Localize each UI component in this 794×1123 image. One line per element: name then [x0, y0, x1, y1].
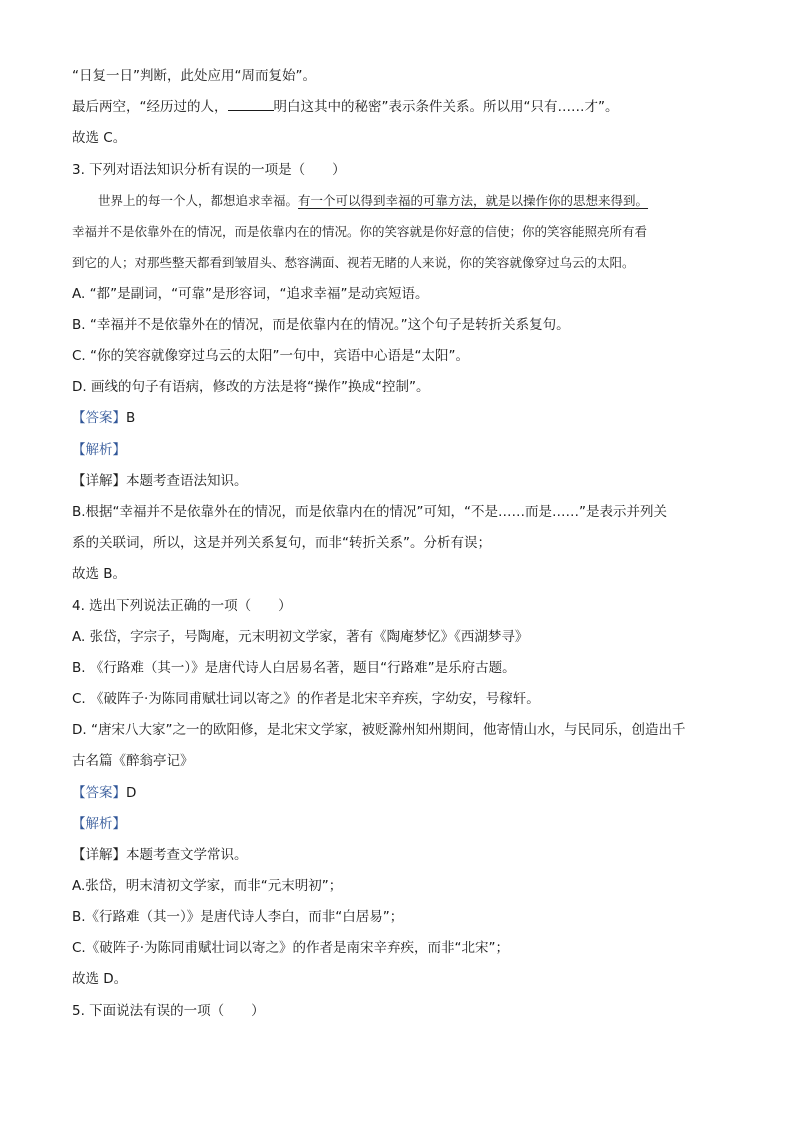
- q4-conclusion: 故选 D。: [72, 971, 128, 987]
- q2-conclusion: 故选 C。: [72, 130, 127, 146]
- q3-explanation-line: 系的关联词，所以，这是并列关系复句，而非“转折关系”。分析有误；: [72, 535, 491, 551]
- q3-stem: 3. 下列对语法知识分析有误的一项是（ ）: [72, 162, 346, 178]
- q2-text: 最后两空，“经历过的人，: [72, 99, 228, 115]
- q4-answer: [72, 783, 730, 803]
- underlined-sentence: 有一个可以得到幸福的可靠方法，就是以操作你的思想来得到。: [298, 193, 649, 208]
- q4-option-d: D. “唐宋八大家”之一的欧阳修，是北宋文学家，被贬滁州知州期间，他寄情山水，与民同乐，创造出千: [72, 722, 686, 738]
- q3-passage-line: 幸福并不是依靠外在的情况，而是依靠内在的情况。你的笑容就是你好意的信使；你的笑容能照亮所有看: [72, 224, 648, 239]
- q3-conclusion: 故选 B。: [72, 566, 127, 582]
- q3-analysis-heading: [72, 440, 730, 460]
- q4-explanation-c: C.《破阵子·为陈同甫赋壮词以寄之》的作者是南宋辛弃疾，而非“北宋”；: [72, 940, 509, 956]
- passage-text: 世界上的每一个人，都想追求幸福。: [98, 193, 299, 208]
- q3-option-b: B. “幸福并不是依靠外在的情况，而是依靠内在的情况。”这个句子是转折关系复句。: [72, 317, 570, 333]
- q3-passage-line: 到它的人；对那些整天都看到皱眉头、愁容满面、视若无睹的人来说，你的笑容就像穿过乌云的太阳。: [72, 255, 635, 270]
- q3-answer: [72, 408, 730, 428]
- q4-option-a: A. 张岱，字宗子，号陶庵，元末明初文学家，著有《陶庵梦忆》《西湖梦寻》: [72, 629, 529, 645]
- q3-option-c: C. “你的笑容就像穿过乌云的太阳”一句中，宾语中心语是“太阳”。: [72, 348, 469, 364]
- q3-option-a: A. “都”是副词，“可靠”是形容词，“追求幸福”是动宾短语。: [72, 286, 429, 302]
- detail-tag: 【详解】: [72, 473, 126, 489]
- q2-analysis-line: [72, 97, 730, 117]
- detail-tag: 【详解】: [72, 847, 126, 863]
- q4-stem: 4. 选出下列说法正确的一项（ ）: [72, 598, 292, 614]
- answer-value: B: [126, 410, 136, 426]
- analysis-tag: 【解析】: [72, 442, 126, 458]
- answer-value: D: [126, 785, 137, 801]
- detail-text: 本题考查语法知识。: [126, 473, 248, 489]
- q3-option-d: D. 画线的句子有语病，修改的方法是将“操作”换成“控制”。: [72, 379, 430, 395]
- fill-blank: [228, 97, 274, 111]
- q4-detail: [72, 845, 730, 865]
- q4-explanation-b: B.《行路难（其一）》是唐代诗人李白，而非“白居易”；: [72, 909, 404, 925]
- detail-text: 本题考查文学常识。: [126, 847, 248, 863]
- q3-detail: [72, 471, 730, 491]
- q4-option-b: B. 《行路难（其一）》是唐代诗人白居易名著，题目“行路难”是乐府古题。: [72, 660, 516, 676]
- analysis-tag: 【解析】: [72, 816, 126, 832]
- answer-tag: 【答案】: [72, 410, 126, 426]
- q3-passage-line: [72, 191, 730, 211]
- q4-analysis-heading: [72, 814, 730, 834]
- answer-tag: 【答案】: [72, 785, 126, 801]
- q4-option-c: C. 《破阵子·为陈同甫赋壮词以寄之》的作者是北宋辛弃疾，字幼安，号稼轩。: [72, 691, 540, 707]
- q4-explanation-a: A.张岱，明末清初文学家，而非“元末明初”；: [72, 878, 343, 894]
- q2-text: 明白这其中的秘密”表示条件关系。所以用“只有……才”。: [273, 99, 619, 115]
- q3-explanation-line: B.根据“幸福并不是依靠外在的情况，而是依靠内在的情况”可知，“不是……而是……”是表示并列关: [72, 504, 668, 520]
- q2-analysis-line: “日复一日”判断，此处应用“周而复始”。: [72, 68, 316, 84]
- q4-option-d-cont: 古名篇《醉翁亭记》: [72, 753, 194, 769]
- q5-stem: 5. 下面说法有误的一项（ ）: [72, 1003, 265, 1019]
